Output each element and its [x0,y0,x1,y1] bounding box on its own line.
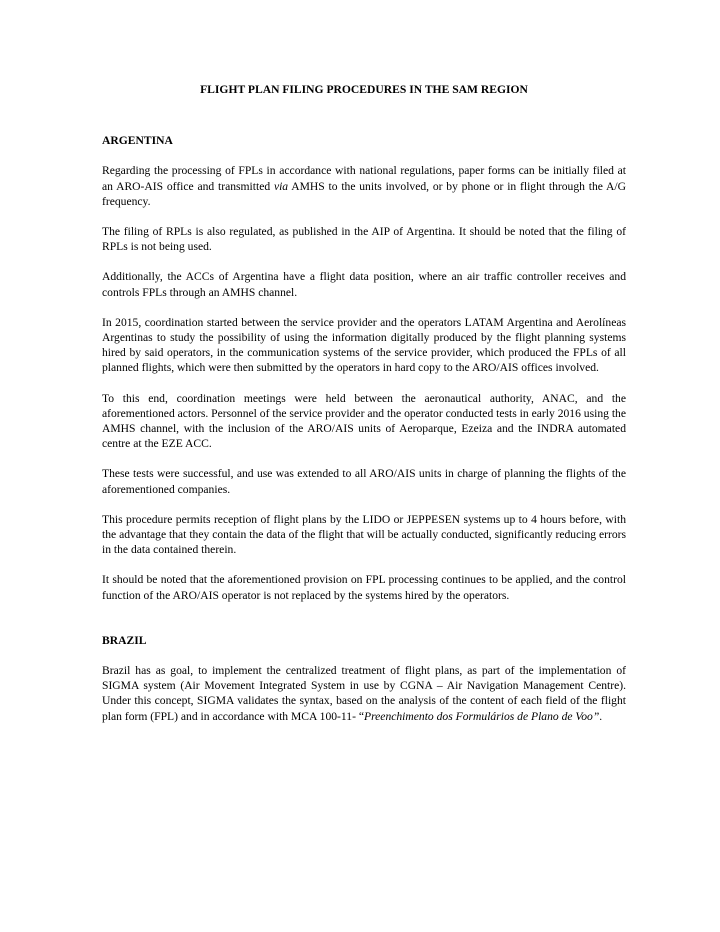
argentina-p1-text-end: AMHS to the units involved, or by phone or in flight through the A/G frequency. [102,179,626,208]
argentina-paragraph-3: Additionally, the ACCs of Argentina have a flight data position, where an air traffic controller receives and controls FPLs through an AMHS channel. [102,270,626,299]
section-heading-brazil: BRAZIL [102,633,147,647]
argentina-paragraph-6: These tests were successful, and use was extended to all ARO/AIS units in charge of planning the flights of the aforementioned companies. [102,467,626,496]
argentina-paragraph-1 [102,163,626,209]
brazil-p1-text-end: . [599,709,603,723]
argentina-p1-italic-via: via [273,179,289,193]
argentina-paragraph-5: To this end, coordination meetings were held between the aeronautical authority, ANAC, and the aforementioned actors. Personnel of the service provider and the operator conducted tests in early 2016 using the AMHS channel, with the inclusion of the ARO/AIS units of Aeroparque, Ezeiza and the INDRA automated centre at the EZE ACC. [102,391,626,451]
brazil-p1-italic-title: Preenchimento dos Formulários de Plano de Voo” [363,709,600,723]
argentina-paragraph-4: In 2015, coordination started between the service provider and the operators LATAM Argentina and Aerolíneas Argentinas to study the possibility of using the information digitally produced by the flight planning systems hired by said operators, in the communication systems of the service provider, which produced the FPLs of all planned flights, which were then submitted by the operators in hard copy to the ARO/AIS offices involved. [102,315,626,375]
section-heading-argentina: ARGENTINA [102,134,173,148]
argentina-paragraph-7: This procedure permits reception of flight plans by the LIDO or JEPPESEN systems up to 4 hours before, with the advantage that they contain the data of the flight that will be actually conducted, significantly reducing errors in the data contained therein. [102,512,626,557]
argentina-paragraph-2: The filing of RPLs is also regulated, as published in the AIP of Argentina. It should be noted that the filing of RPLs is not being used. [102,225,626,254]
document-body [102,82,626,739]
argentina-p1-text-start: Regarding the processing of FPLs in accordance with national regulations, paper forms can be initially filed at an ARO-AIS office and transmitted [102,164,626,193]
brazil-paragraph-1 [102,663,626,724]
argentina-paragraph-8: It should be noted that the aforementioned provision on FPL processing continues to be applied, and the control function of the ARO/AIS operator is not replaced by the systems hired by the operators. [102,573,626,602]
document-title: FLIGHT PLAN FILING PROCEDURES IN THE SAM REGION [200,83,528,96]
brazil-p1-text-start: Brazil has as goal, to implement the centralized treatment of flight plans, as part of the implementation of SIGMA system (Air Movement Integrated System in use by CGNA – Air Navigation Management Centre). Under this concept, SIGMA validates the syntax, based on the analysis of the content of each field of the flight plan form (FPL) and in accordance with MCA 100-11- “ [102,664,626,723]
